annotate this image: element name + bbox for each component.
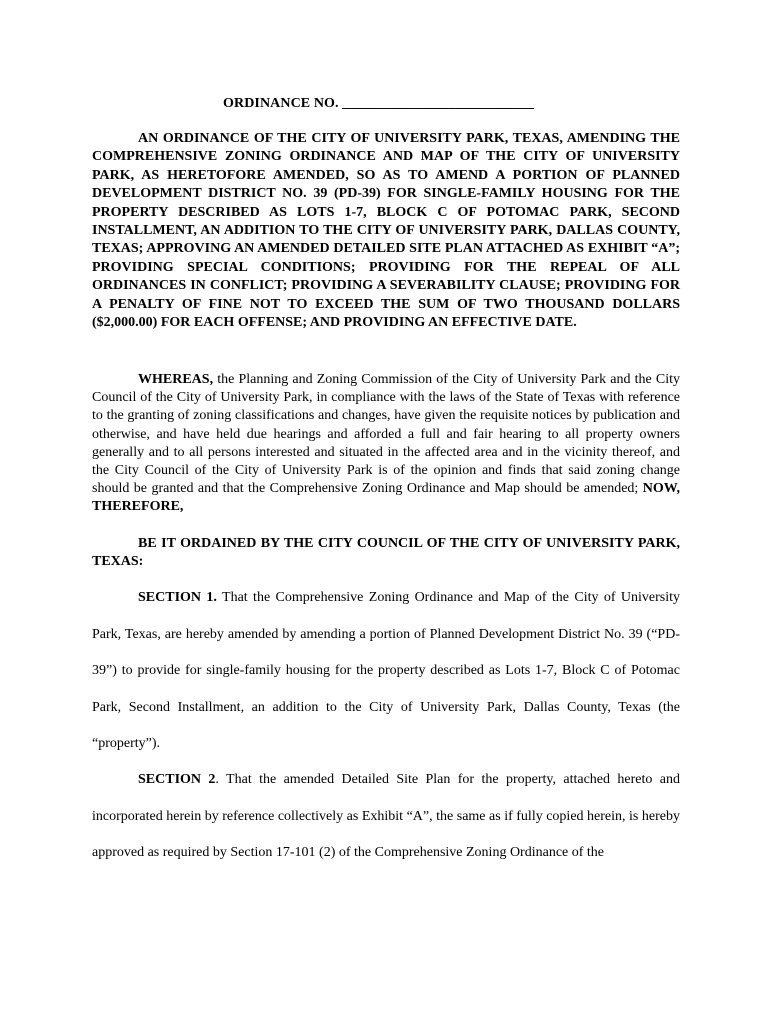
ordinance-number-label: ORDINANCE NO. (223, 96, 339, 111)
ordinance-number-blank: ___________________________ (342, 96, 534, 111)
ordinance-number-heading (223, 96, 534, 112)
whereas-lead: WHEREAS, (138, 372, 214, 387)
section-2-heading: SECTION 2 (138, 772, 216, 787)
whereas-now-therefore: NOW, THEREFORE, (92, 481, 680, 515)
section-1-text: That the Comprehensive Zoning Ordinance and Map of the City of University Park, Texas, are hereby amended by amending a portion of Planned Development District No. 39 (“PD-39”) to provide for single-family housing for the property described as Lots 1-7, Block C of Potomac Park, Second Installment, an addition to the City of University Park, Dallas County, Texas (the “property”). (92, 590, 680, 752)
ordaining-clause: BE IT ORDAINED BY THE CITY COUNCIL OF THE CITY OF UNIVERSITY PARK, TEXAS: (92, 536, 680, 570)
section-1-paragraph (92, 580, 680, 763)
whereas-body: the Planning and Zoning Commission of the City of University Park and the City Council of the City of University Park, in compliance with the laws of the State of Texas with reference to the granting of zoning classifications and changes, have given the requisite notices by publication and otherwise, and have held due hearings and afforded a full and fair hearing to all property owners generally and to all persons interested and situated in the affected area and in the vicinity thereof, and the City Council of the City of University Park is of the opinion and finds that said zoning change should be granted and that the Comprehensive Zoning Ordinance and Map should be amended; (92, 372, 680, 497)
section-2-paragraph (92, 762, 680, 872)
whereas-paragraph (92, 371, 680, 517)
section-1-heading: SECTION 1. (138, 590, 217, 605)
ordinance-caption: AN ORDINANCE OF THE CITY OF UNIVERSITY PARK, TEXAS, AMENDING THE COMPREHENSIVE ZONING ORDINANCE AND MAP OF THE CITY OF UNIVERSITY PARK, AS HERETOFORE AMENDED, SO AS TO AMEND A PORTION OF PLANNED DEVELOPMENT DISTRICT NO. 39 (PD-39) FOR SINGLE-FAMILY HOUSING FOR THE PROPERTY DESCRIBED AS LOTS 1-7, BLOCK C OF POTOMAC PARK, SECOND INSTALLMENT, AN ADDITION TO THE CITY OF UNIVERSITY PARK, DALLAS COUNTY, TEXAS; APPROVING AN AMENDED DETAILED SITE PLAN ATTACHED AS EXHIBIT “A”; PROVIDING SPECIAL CONDITIONS; PROVIDING FOR THE REPEAL OF ALL ORDINANCES IN CONFLICT; PROVIDING A SEVERABILITY CLAUSE; PROVIDING FOR A PENALTY OF FINE NOT TO EXCEED THE SUM OF TWO THOUSAND DOLLARS ($2,000.00) FOR EACH OFFENSE; AND PROVIDING AN EFFECTIVE DATE. (92, 131, 680, 331)
section-2-text: . That the amended Detailed Site Plan for the property, attached hereto and incorporated herein by reference collectively as Exhibit “A”, the same as if fully copied herein, is hereby approved as required by Section 17-101 (2) of the Comprehensive Zoning Ordinance of the (92, 772, 680, 861)
